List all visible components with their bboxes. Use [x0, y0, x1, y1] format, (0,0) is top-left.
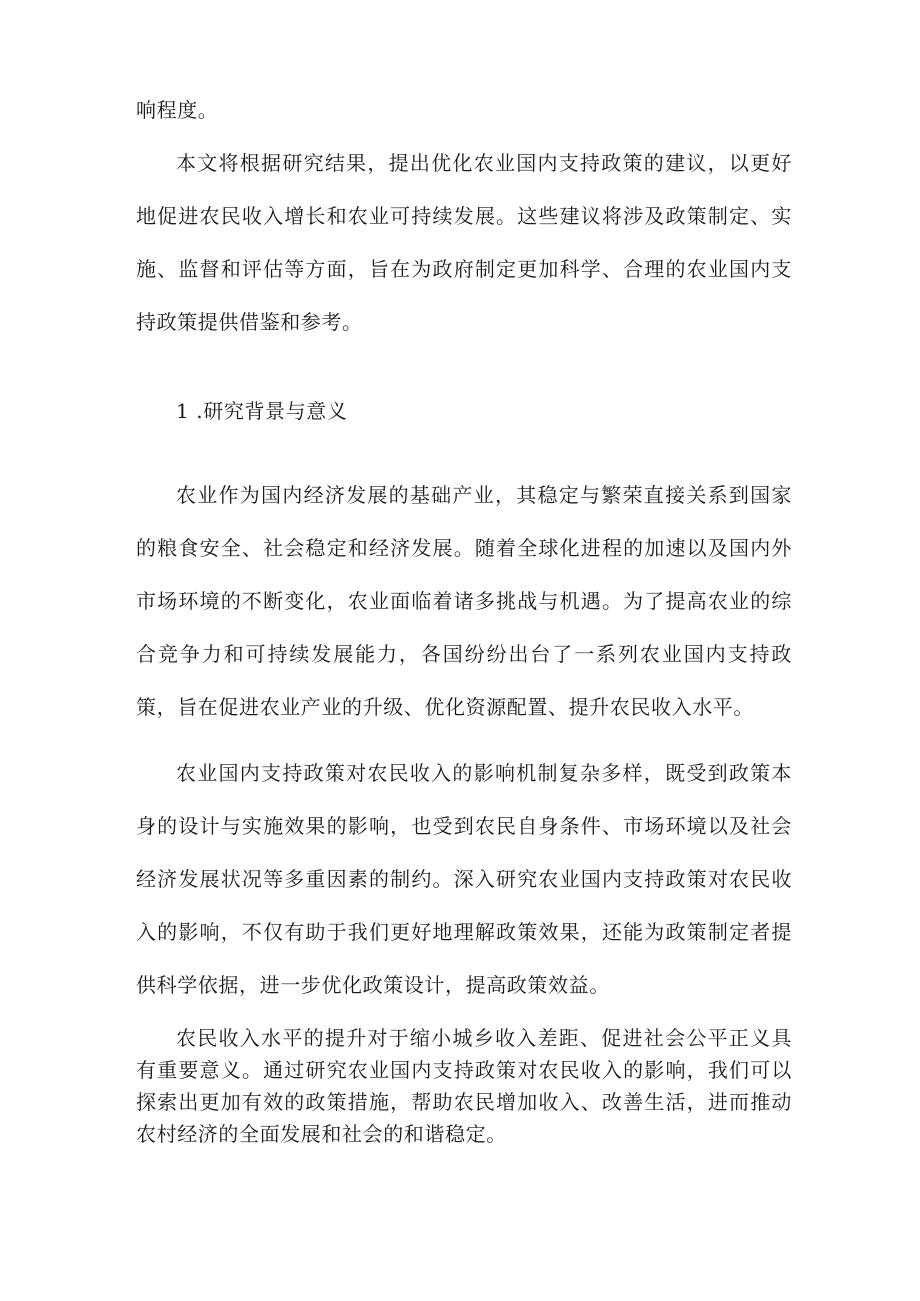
section-heading: 1 .研究背景与意义: [176, 399, 348, 423]
paragraph-fragment: 响程度。: [136, 98, 219, 122]
paragraph-mechanism: 农业国内支持政策对农民收入的影响机制复杂多样，既受到政策本身的设计与实施效果的影响，也受到农民自身条件、市场环境以及社会经济发展状况等多重因素的制约。深入研究农业国内支持政策对农民收入的影响，不仅有助于我们更好地理解政策效果，还能为政策制定者提供科学依据，进一步优化政策设计，提高政策效益。: [136, 761, 792, 997]
paragraph-intro: 本文将根据研究结果，提出优化农业国内支持政策的建议，以更好地促进农民收入增长和农业可持续发展。这些建议将涉及政策制定、实施、监督和评估等方面，旨在为政府制定更加科学、合理的农业国内支持政策提供借鉴和参考。: [136, 151, 792, 334]
paragraph-significance: 农民收入水平的提升对于缩小城乡收入差距、促进社会公平正义具有重要意义。通过研究农业国内支持政策对农民收入的影响，我们可以探索出更加有效的政策措施，帮助农民增加收入、改善生活，进而推动农村经济的全面发展和社会的和谐稳定。: [136, 1026, 792, 1146]
paragraph-background: 农业作为国内经济发展的基础产业，其稳定与繁荣直接关系到国家的粮食安全、社会稳定和经济发展。随着全球化进程的加速以及国内外市场环境的不断变化，农业面临着诸多挑战与机遇。为了提高农业的综合竞争力和可持续发展能力，各国纷纷出台了一系列农业国内支持政策，旨在促进农业产业的升级、优化资源配置、提升农民收入水平。: [136, 483, 792, 719]
